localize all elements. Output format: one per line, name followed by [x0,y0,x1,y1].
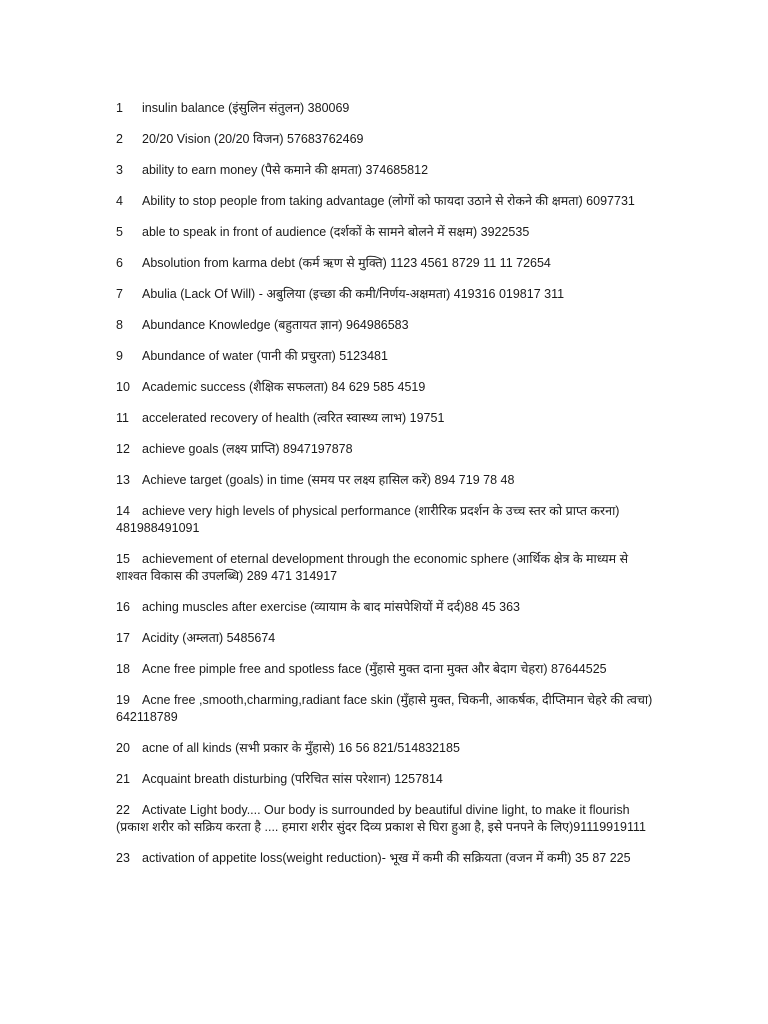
entry-text: Activate Light body.... Our body is surrounded by beautiful divine light, to make it flourish (प्रकाश शरीर को सक्रिय करता है .... हमारा शरीर सुंदर दिव्य प्रकाश से घिरा हुआ है, इसे पनपने के लिए)91119919111 [116,803,647,834]
entry-number: 21 [116,772,130,786]
list-item [116,317,654,334]
entry-text: achieve very high levels of physical performance (शारीरिक प्रदर्शन के उच्च स्तर को प्राप्त करना) 481988491091 [116,504,620,535]
entry-number: 11 [116,411,129,425]
list-item [116,255,654,272]
entry-number: 5 [116,225,123,239]
entry-number: 8 [116,318,123,332]
entry-number: 20 [116,741,130,755]
entry-number: 12 [116,442,130,456]
list-item [116,224,654,241]
entry-text: Acne free pimple free and spotless face (मुँहासे मुक्त दाना मुक्त और बेदाग चेहरा) 87644525 [142,662,607,676]
entry-number: 23 [116,851,130,865]
entry-text: Abundance of water (पानी की प्रचुरता) 5123481 [142,349,388,363]
entry-number: 16 [116,600,130,614]
list-item [116,740,654,757]
list-item [116,692,654,726]
entry-number: 9 [116,349,123,363]
list-item [116,503,654,537]
entry-number: 2 [116,132,123,146]
entry-text: acne of all kinds (सभी प्रकार के मुँहासे) 16 56 821/514832185 [142,741,460,755]
entry-text: Ability to stop people from taking advantage (लोगों को फायदा उठाने से रोकने की क्षमता) 6097731 [142,194,635,208]
entry-text: Acidity (अम्लता) 5485674 [142,631,276,645]
list-item [116,850,654,867]
entry-number: 4 [116,194,123,208]
entry-text: accelerated recovery of health (त्वरित स्वास्थ्य लाभ) 19751 [142,411,445,425]
entry-text: Acquaint breath disturbing (परिचित सांस परेशान) 1257814 [142,772,443,786]
entry-text: ability to earn money (पैसे कमाने की क्षमता) 374685812 [142,163,429,177]
list-item [116,599,654,616]
entry-text: Absolution from karma debt (कर्म ऋण से मुक्ति) 1123 4561 8729 11 11 72654 [142,256,551,270]
list-item [116,771,654,788]
list-item [116,348,654,365]
list-item [116,379,654,396]
entry-text: Abundance Knowledge (बहुतायत ज्ञान) 964986583 [142,318,409,332]
entry-number: 7 [116,287,123,301]
entry-number: 14 [116,504,130,518]
list-item [116,630,654,647]
list-item [116,661,654,678]
entry-text: activation of appetite loss(weight reduction)- भूख में कमी की सक्रियता (वजन में कमी) 35 87 225 [142,851,631,865]
list-item [116,441,654,458]
list-item [116,193,654,210]
entry-number: 17 [116,631,130,645]
list-item [116,410,654,427]
entry-number: 22 [116,803,130,817]
entry-number: 18 [116,662,130,676]
list-item [116,802,654,836]
entry-number: 15 [116,552,130,566]
list-item [116,131,654,148]
entry-text: Acne free ,smooth,charming,radiant face skin (मुँहासे मुक्त, चिकनी, आकर्षक, दीप्तिमान चेहरे की त्वचा) 642118789 [116,693,653,724]
entry-text: Achieve target (goals) in time (समय पर लक्ष्य हासिल करें) 894 719 78 48 [142,473,515,487]
list-item [116,551,654,585]
list-item [116,100,654,117]
entry-list [116,100,654,881]
list-item [116,286,654,303]
entry-number: 6 [116,256,123,270]
entry-number: 10 [116,380,130,394]
entry-text: aching muscles after exercise (व्यायाम के बाद मांसपेशियों में दर्द)88 45 363 [142,600,521,614]
entry-number: 3 [116,163,123,177]
entry-text: Academic success (शैक्षिक सफलता) 84 629 585 4519 [142,380,426,394]
entry-text: able to speak in front of audience (दर्शकों के सामने बोलने में सक्षम) 3922535 [142,225,530,239]
entry-number: 1 [116,101,123,115]
entry-text: 20/20 Vision (20/20 विजन) 57683762469 [142,132,364,146]
entry-number: 13 [116,473,130,487]
entry-text: achieve goals (लक्ष्य प्राप्ति) 8947197878 [142,442,353,456]
entry-text: Abulia (Lack Of Will) - अबुलिया (इच्छा की कमी/निर्णय-अक्षमता) 419316 019817 311 [142,287,565,301]
entry-number: 19 [116,693,130,707]
entry-text: achievement of eternal development through the economic sphere (आर्थिक क्षेत्र के माध्यम से शाश्वत विकास की उपलब्धि) 289 471 314917 [116,552,629,583]
entry-text: insulin balance (इंसुलिन संतुलन) 380069 [142,101,350,115]
list-item [116,472,654,489]
list-item [116,162,654,179]
